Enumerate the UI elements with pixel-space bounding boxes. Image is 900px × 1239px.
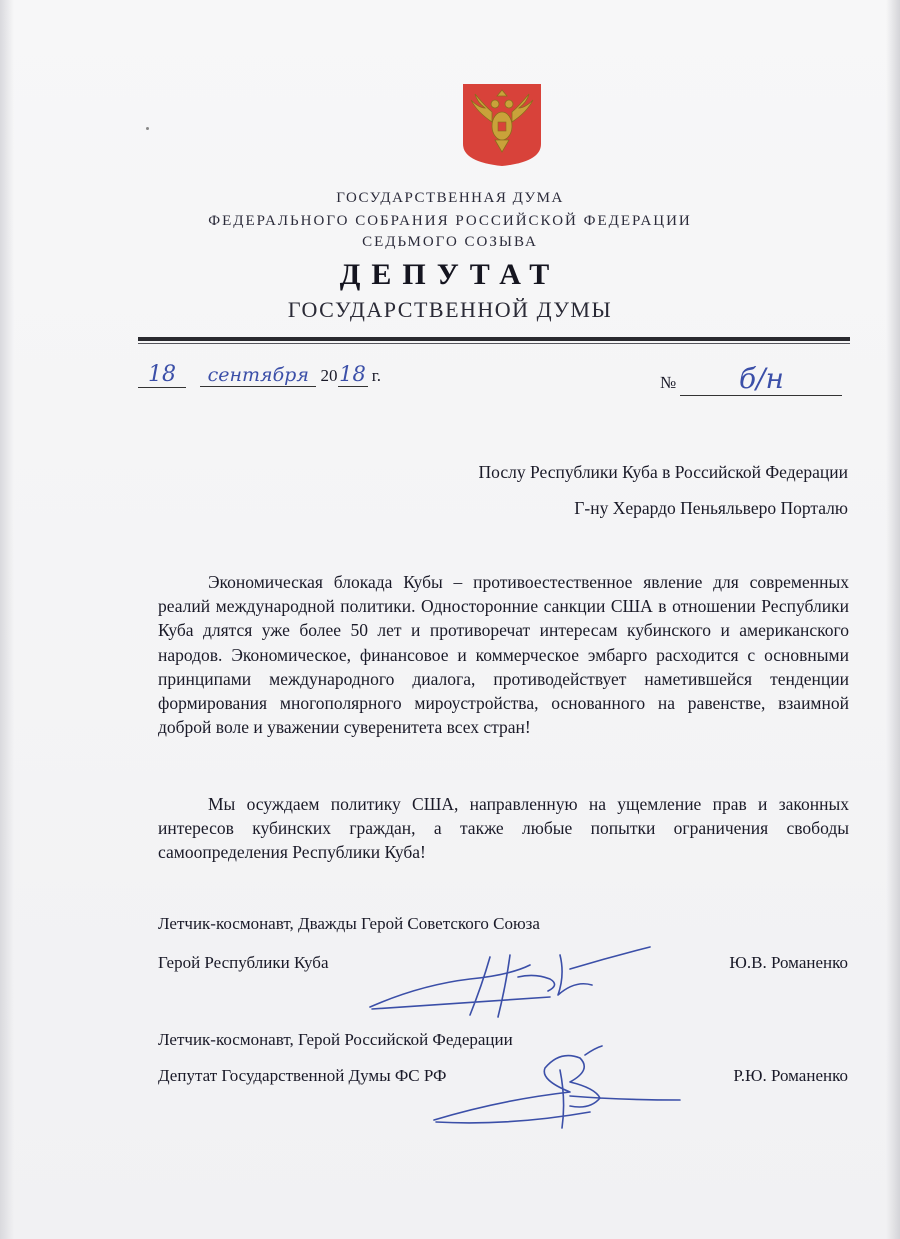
signature-2-icon xyxy=(420,1040,690,1135)
date-day-field xyxy=(138,362,186,388)
date-year-field xyxy=(338,362,368,387)
org-name-line1: ГОСУДАРСТВЕННАЯ ДУМА xyxy=(336,190,564,206)
date-day: 18 xyxy=(148,362,176,387)
signature-1-icon xyxy=(360,935,660,1025)
header-divider-thin xyxy=(138,343,850,344)
signatory-1-title-line1: Летчик-космонавт, Дважды Герой Советского Союза xyxy=(158,914,540,933)
document-number-field xyxy=(680,362,842,396)
org-name-line3: СЕДЬМОГО СОЗЫВА xyxy=(362,234,538,250)
signatory-1-title-line2: Герой Республики Куба xyxy=(158,953,329,972)
body-paragraph-1 xyxy=(158,570,849,739)
letterhead-title: ДЕПУТАТ xyxy=(339,258,561,291)
body-paragraph-2-text: Мы осуждаем политику США, направленную на ущемление прав и законных интересов кубинских граждан, а также любые попытки ограничения свободы самоопределения Республики Куба! xyxy=(158,794,849,863)
scan-shadow-right xyxy=(886,0,900,1239)
org-name-line2: ФЕДЕРАЛЬНОГО СОБРАНИЯ РОССИЙСКОЙ ФЕДЕРАЦИИ xyxy=(208,213,692,229)
date-year-suffix: 18 xyxy=(339,362,366,386)
scan-shadow-left xyxy=(0,0,14,1239)
date-month: сентября xyxy=(207,364,309,386)
body-paragraph-1-text: Экономическая блокада Кубы – противоестественное явление для современных реалий международной политики. Односторонние санкции США в отношении Республики Куба длятся уже более 50 лет и противоречат интересам кубинского и американского народов. Экономическое, финансовое и коммерческое эмбарго расходится с основными принципами международного диалога, противодействует наметившейся тенденции формирования многополярного мироустройства, основанного на равенстве, взаимной доброй воле и уважении суверенитета всех стран! xyxy=(158,572,849,738)
date-year-prefix: 20 xyxy=(320,366,338,385)
coat-of-arms-icon xyxy=(459,82,545,168)
addressee-line1: Послу Республики Куба в Российской Федерации xyxy=(478,462,848,482)
document-number-line xyxy=(660,362,842,396)
header-divider-thick xyxy=(138,337,850,341)
signatory-1-name: Ю.В. Романенко xyxy=(729,953,848,972)
signatory-2-title-line2: Депутат Государственной Думы ФС РФ xyxy=(158,1066,447,1085)
signatory-2-name: Р.Ю. Романенко xyxy=(733,1066,848,1085)
signatory-2-title-line1: Летчик-космонавт, Герой Российской Федерации xyxy=(158,1030,513,1049)
date-year-mark: г. xyxy=(371,366,382,385)
letterhead-subtitle: ГОСУДАРСТВЕННОЙ ДУМЫ xyxy=(287,297,613,322)
date-line xyxy=(138,362,381,388)
date-month-field xyxy=(200,364,316,387)
scan-speck xyxy=(146,127,149,130)
document-number-label: № xyxy=(660,373,677,392)
document-number-value: б/н xyxy=(739,362,784,395)
addressee-line2: Г-ну Херардо Пеньяльверо Порталю xyxy=(574,498,848,518)
body-paragraph-2 xyxy=(158,792,849,865)
